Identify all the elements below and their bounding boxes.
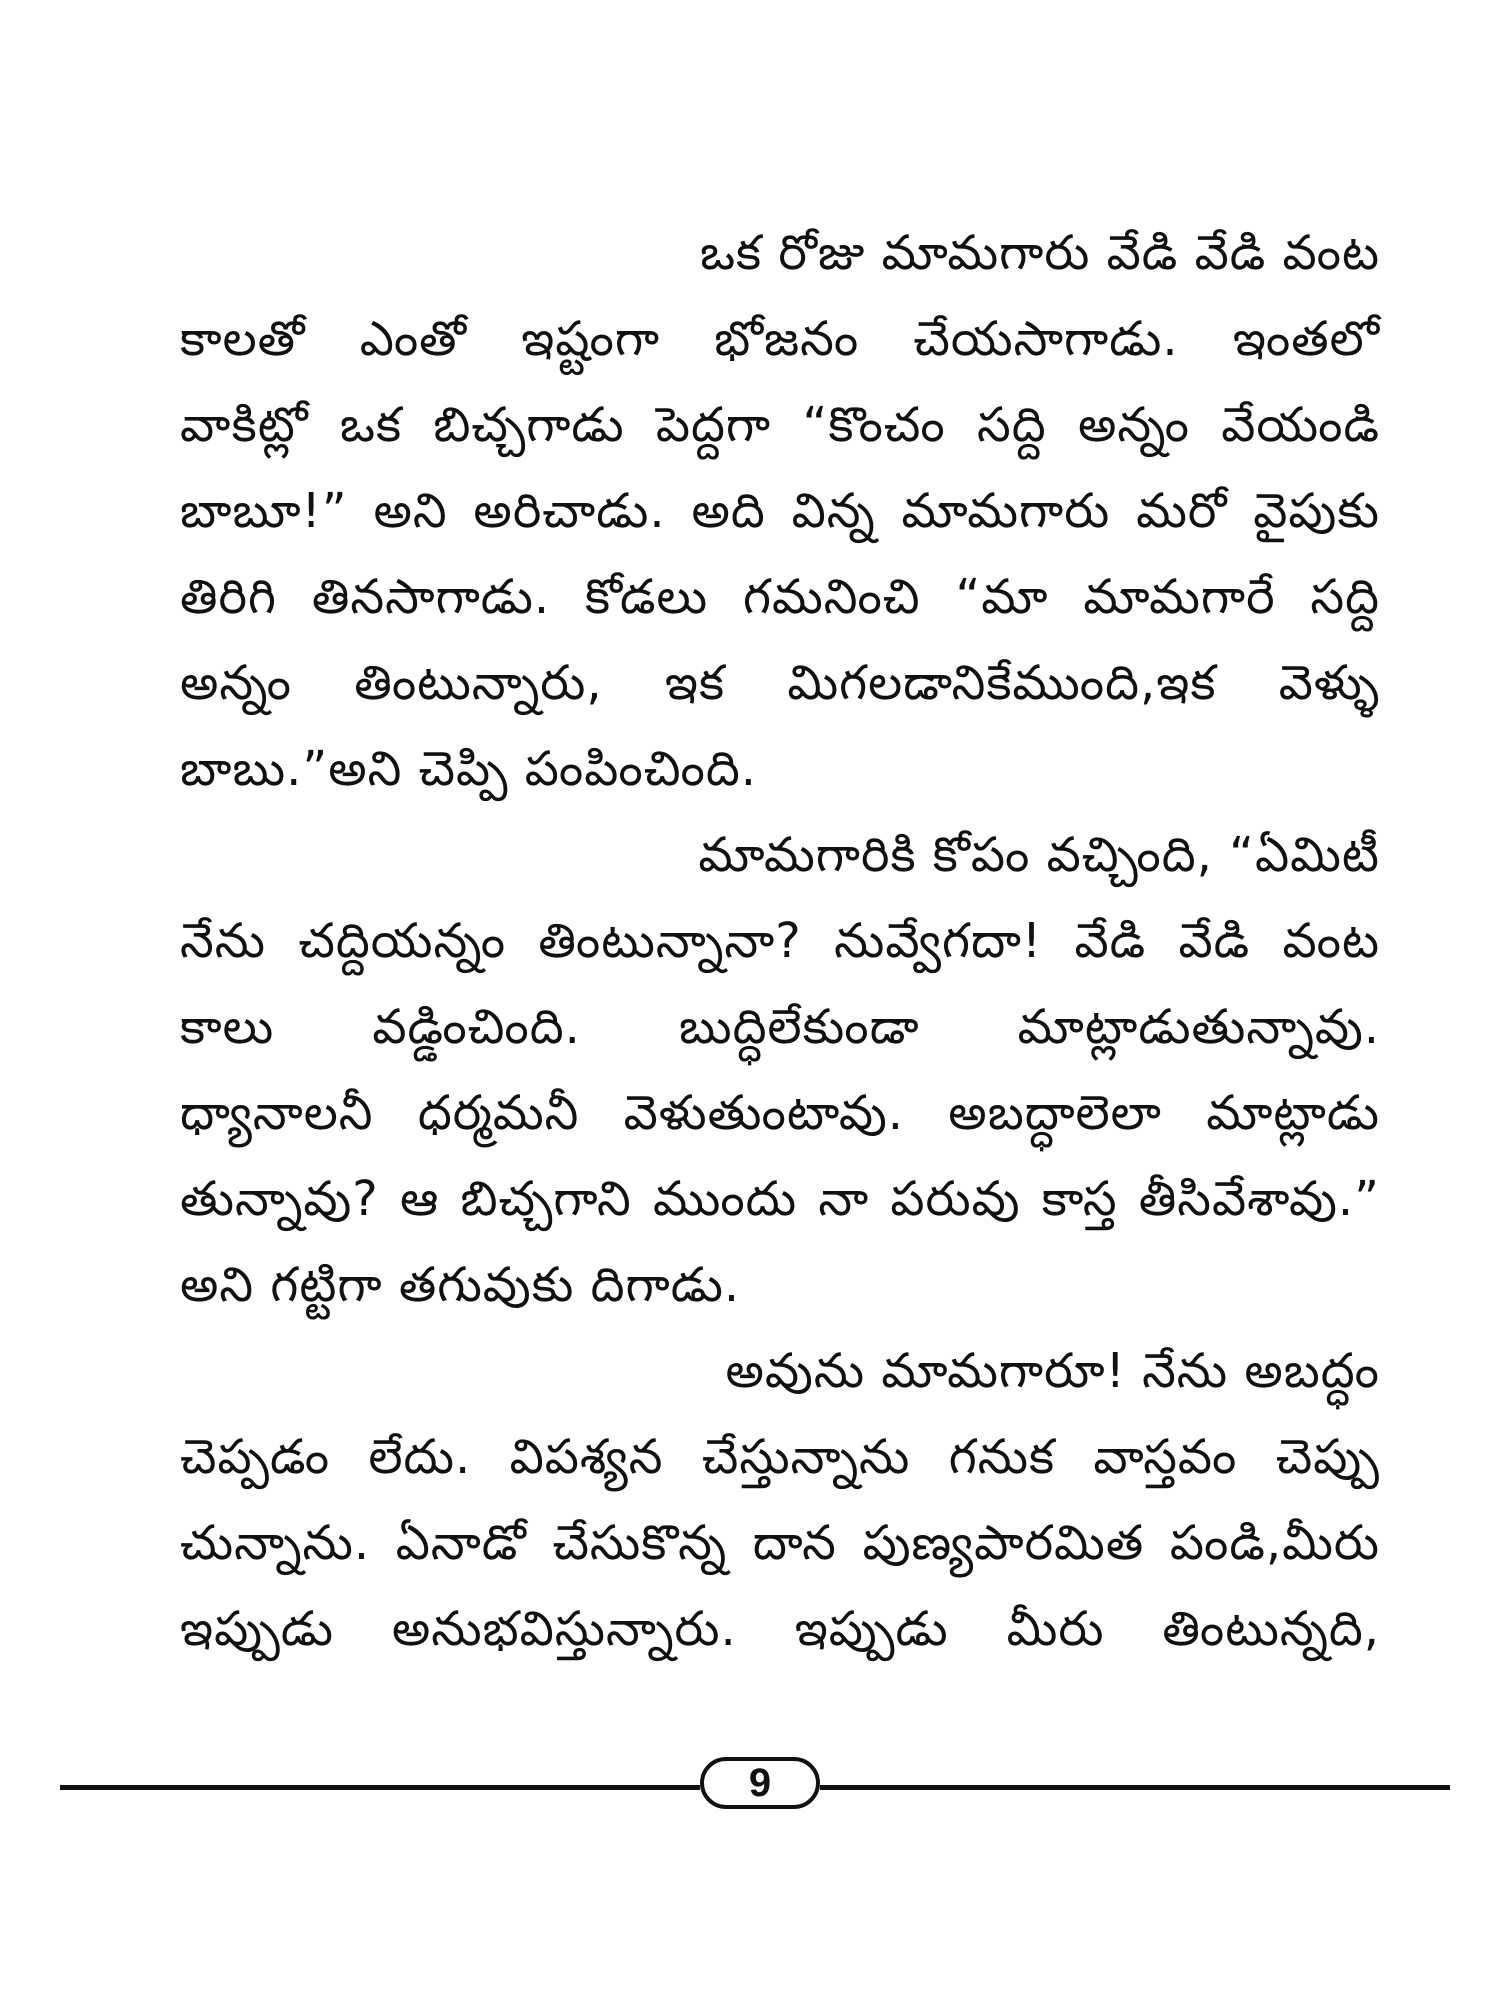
text-line: వాకిట్లో ఒక బిచ్చగాడు పెద్దగా “కొంచం సద్ది అన్నం వేయండి [180,397,1380,453]
text-line: బాబు.”అని చెప్పి పంపించింది. [180,741,757,797]
text-line: ధ్యానాలనీ ధర్మమనీ వెళుతుంటావు. అబద్ధాలెలా మాట్లాడు [180,1085,1380,1141]
text-line: అని గట్టిగా తగువుకు దిగాడు. [180,1257,741,1313]
text-line: ఒక రోజు మామగారు వేడి వేడి వంట [699,225,1380,281]
text-line: ఇప్పుడు అనుభవిస్తున్నారు. ఇప్పుడు మీరు తింటున్నది, [180,1601,1380,1657]
text-line: తున్నావు? ఆ బిచ్చగాని ముందు నా పరువు కాస్త తీసివేశావు.” [180,1171,1380,1227]
page-number-badge: 9 [700,1757,820,1809]
text-line: కాలతో ఎంతో ఇష్టంగా భోజనం చేయసాగాడు. ఇంతలో [180,311,1380,367]
text-line: అవును మామగారూ! నేను అబద్ధం [725,1343,1380,1399]
text-line: చున్నాను. ఏనాడో చేసుకొన్న దాన పుణ్యపారమిత పండి,మీరు [180,1515,1380,1571]
text-line: బాబూ!” అని అరిచాడు. అది విన్న మామగారు మరో వైపుకు [180,483,1380,539]
page-body-text [180,210,1380,1672]
footer-rule-left [60,1785,700,1790]
text-line: కాలు వడ్డించింది. బుద్ధిలేకుండా మాట్లాడుతున్నావు. [180,999,1380,1055]
text-line: చెప్పడం లేదు. విపశ్యన చేస్తున్నాను గనుక వాస్తవం చెప్పు [180,1429,1380,1485]
text-line: మామగారికి కోపం వచ్చింది, “ఏమిటీ [698,827,1380,883]
text-line: అన్నం తింటున్నారు, ఇక మిగలడానికేముంది,ఇక వెళ్ళు [180,655,1380,711]
text-line: నేను చద్దియన్నం తింటున్నానా? నువ్వేగదా! వేడి వేడి వంట [180,913,1380,969]
footer-rule-right [820,1785,1450,1790]
text-line: తిరిగి తినసాగాడు. కోడలు గమనించి “మా మామగారే సద్ది [180,569,1380,625]
page-footer [60,1757,1450,1817]
